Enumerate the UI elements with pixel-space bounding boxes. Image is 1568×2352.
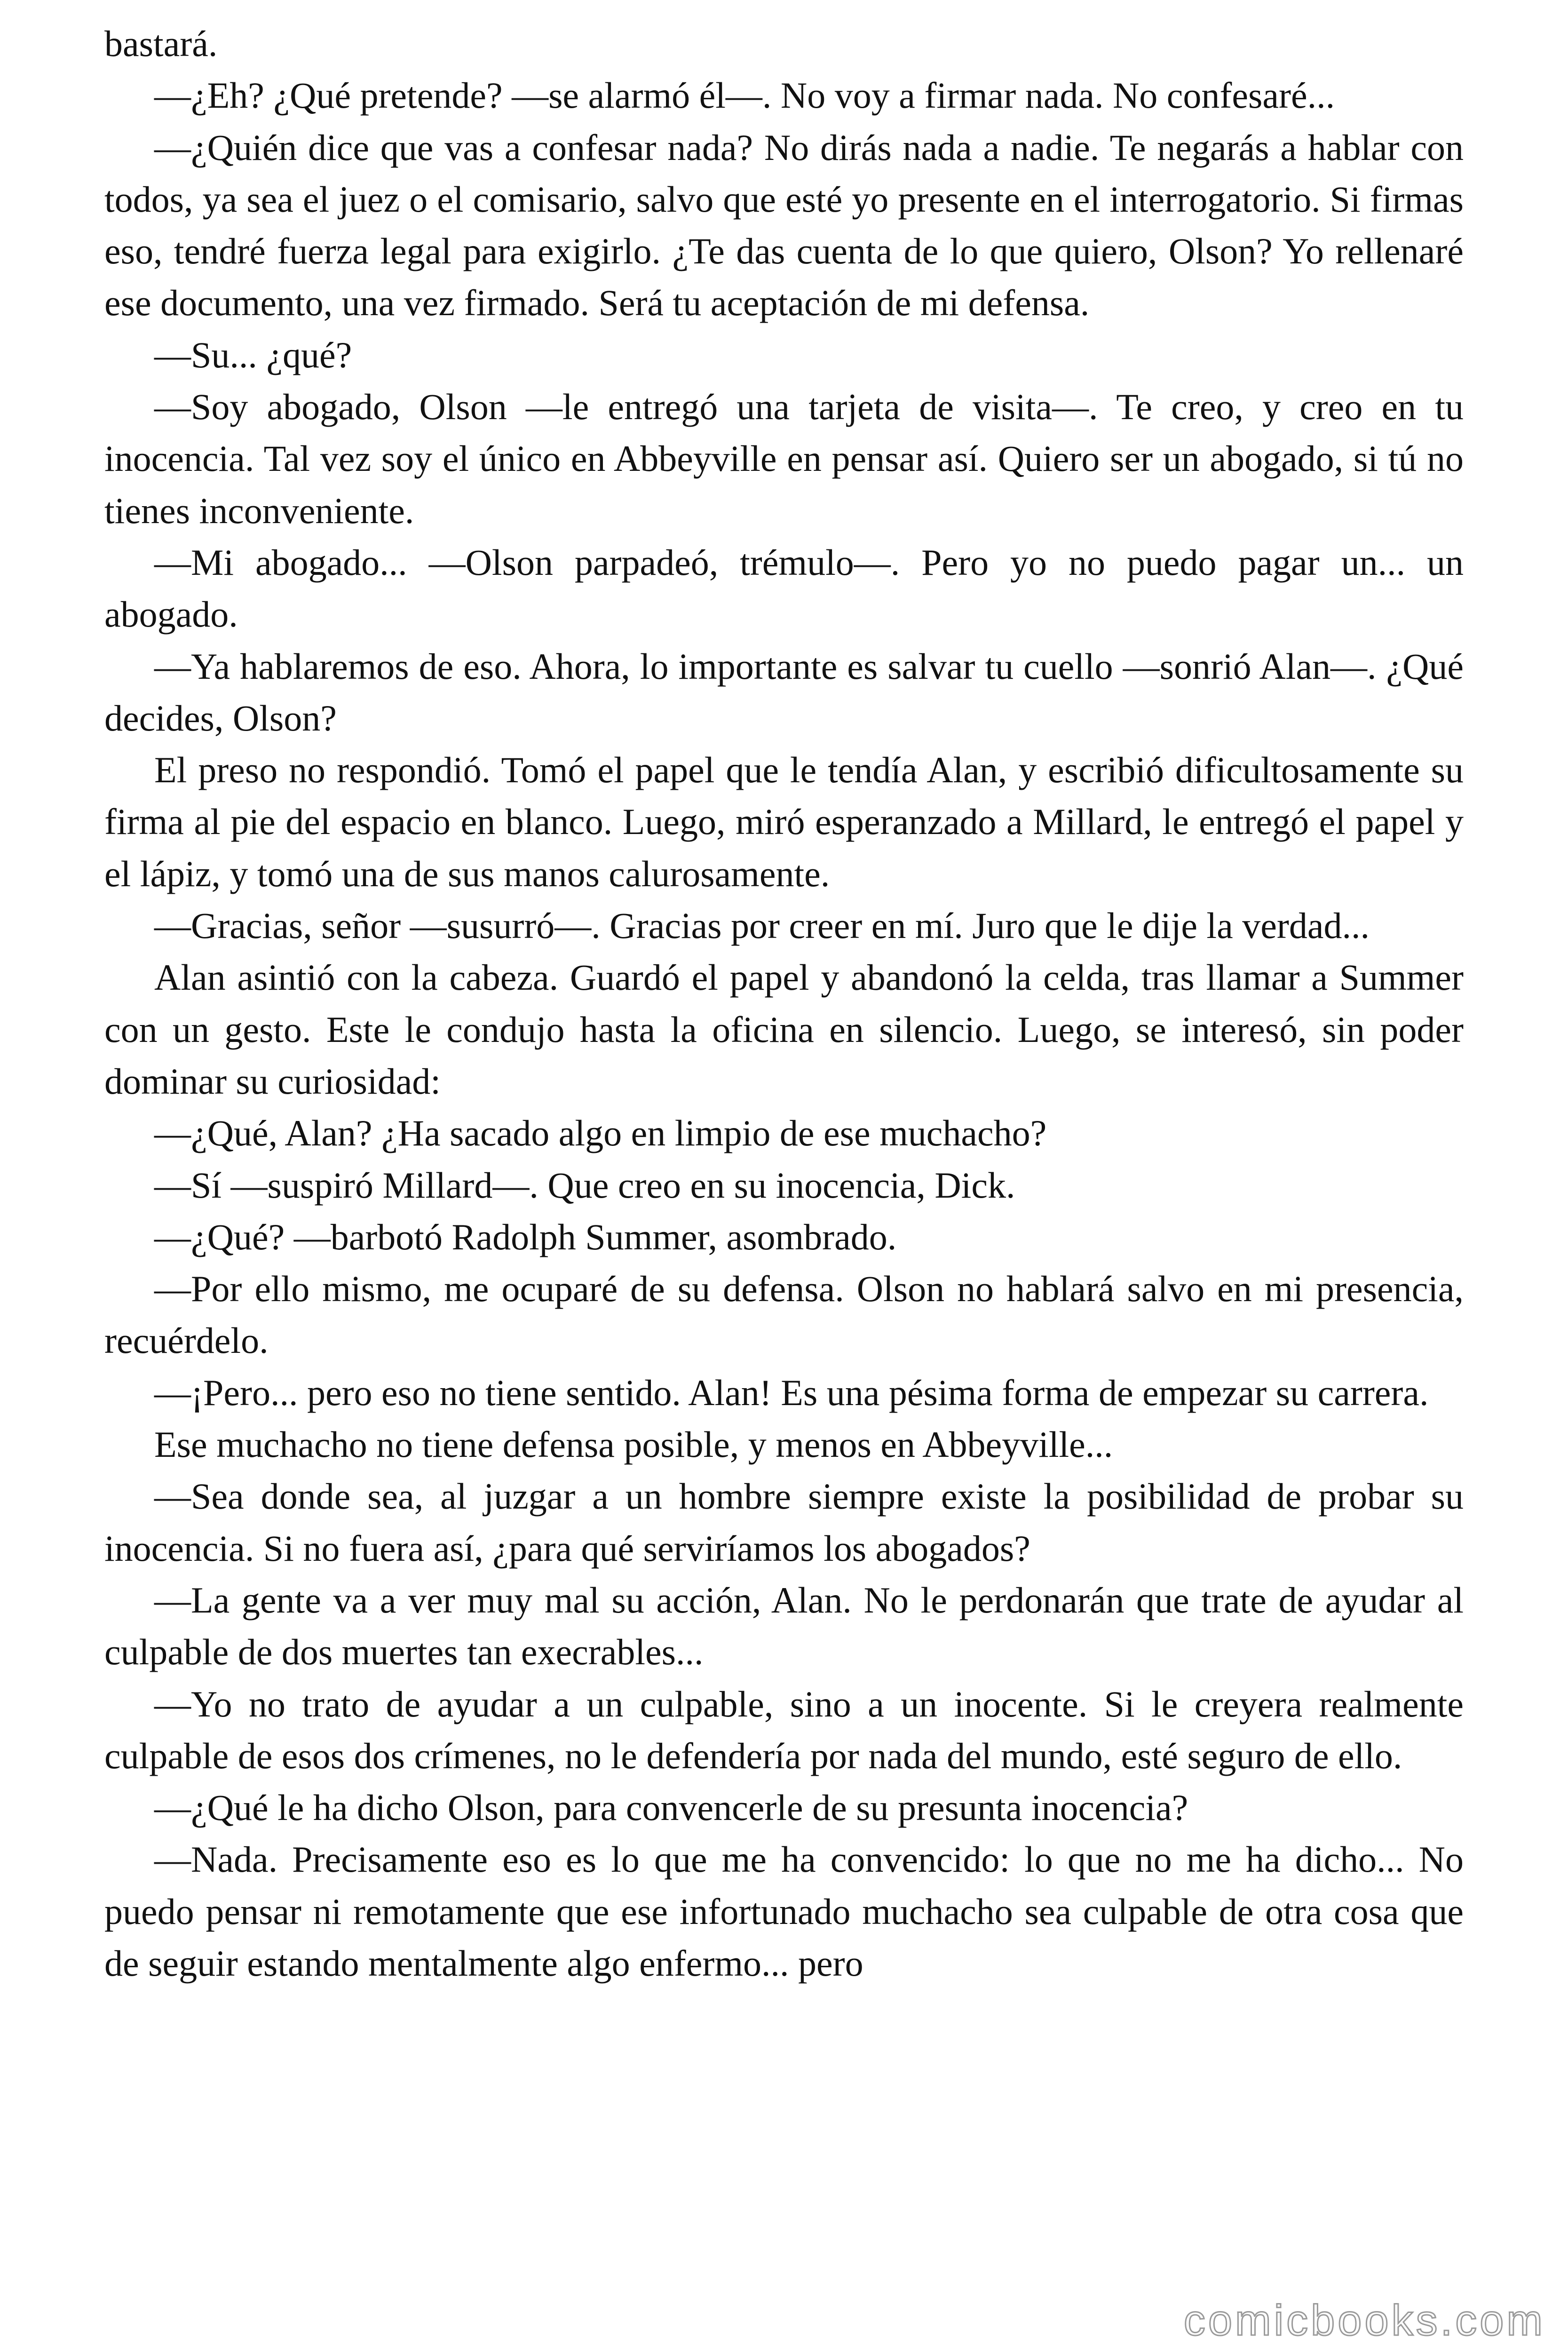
paragraph: —¿Qué? —barbotó Radolph Summer, asombrado. bbox=[154, 1216, 897, 1257]
watermark: comicbooks.com bbox=[1183, 2296, 1545, 2344]
paragraph: —¿Eh? ¿Qué pretende? —se alarmó él—. No voy a firmar nada. No confesaré... bbox=[154, 75, 1335, 116]
paragraph: —Su... ¿qué? bbox=[154, 334, 352, 375]
paragraph: —Yo no trato de ayudar a un culpable, sino a un inocente. Si le creyera realmente culpable de esos dos crímenes, no le defendería por nada del mundo, esté seguro de ello. bbox=[104, 1683, 1464, 1776]
paragraph: —Sí —suspiró Millard—. Que creo en su inocencia, Dick. bbox=[154, 1164, 1015, 1206]
paragraph: —La gente va a ver muy mal su acción, Alan. No le perdonarán que trate de ayudar al culpable de dos muertes tan execrables... bbox=[104, 1579, 1464, 1673]
paragraph: —¿Quién dice que vas a confesar nada? No dirás nada a nadie. Te negarás a hablar con todos, ya sea el juez o el comisario, salvo que esté yo presente en el interrogatorio. Si firmas eso, tendré fuerza legal para exigirlo. ¿Te das cuenta de lo que quiero, Olson? Yo rellenaré ese documento, una vez firmado. Será tu aceptación de mi defensa. bbox=[104, 127, 1464, 324]
paragraph: —Sea donde sea, al juzgar a un hombre siempre existe la posibilidad de probar su inocencia. Si no fuera así, ¿para qué serviríamos los abogados? bbox=[104, 1476, 1464, 1569]
paragraph: —Nada. Precisamente eso es lo que me ha convencido: lo que no me ha dicho... No puedo pensar ni remotamente que ese infortunado muchacho sea culpable de otra cosa que de seguir estando mentalmente algo enfermo... pero bbox=[104, 1839, 1464, 1984]
paragraph: —¡Pero... pero eso no tiene sentido. Alan! Es una pésima forma de empezar su carrera. bbox=[154, 1372, 1429, 1413]
paragraph: —¿Qué, Alan? ¿Ha sacado algo en limpio de ese muchacho? bbox=[154, 1112, 1047, 1154]
paragraph: Alan asintió con la cabeza. Guardó el papel y abandonó la celda, tras llamar a Summer con un gesto. Este le condujo hasta la oficina en silencio. Luego, se interesó, sin poder dominar su curiosidad: bbox=[104, 957, 1464, 1102]
paragraph: bastará. bbox=[104, 23, 218, 64]
paragraph: Ese muchacho no tiene defensa posible, y menos en Abbeyville... bbox=[154, 1424, 1113, 1465]
paragraph: —Gracias, señor —susurró—. Gracias por creer en mí. Juro que le dije la verdad... bbox=[154, 905, 1370, 946]
book-page-text bbox=[104, 18, 1464, 2342]
paragraph: —¿Qué le ha dicho Olson, para convencerle de su presunta inocencia? bbox=[154, 1787, 1188, 1828]
paragraph: —Ya hablaremos de eso. Ahora, lo importante es salvar tu cuello —sonrió Alan—. ¿Qué decides, Olson? bbox=[104, 645, 1464, 739]
paragraph: —Mi abogado... —Olson parpadeó, trémulo—. Pero yo no puedo pagar un... un abogado. bbox=[104, 541, 1464, 635]
paragraph: —Por ello mismo, me ocuparé de su defensa. Olson no hablará salvo en mi presencia, recuérdelo. bbox=[104, 1268, 1464, 1361]
paragraph: —Soy abogado, Olson —le entregó una tarjeta de visita—. Te creo, y creo en tu inocencia. Tal vez soy el único en Abbeyville en pensar así. Quiero ser un abogado, si tú no tienes inconveniente. bbox=[104, 386, 1464, 531]
paragraph: El preso no respondió. Tomó el papel que le tendía Alan, y escribió dificultosamente su firma al pie del espacio en blanco. Luego, miró esperanzado a Millard, le entregó el papel y el lápiz, y tomó una de sus manos calurosamente. bbox=[104, 749, 1464, 894]
